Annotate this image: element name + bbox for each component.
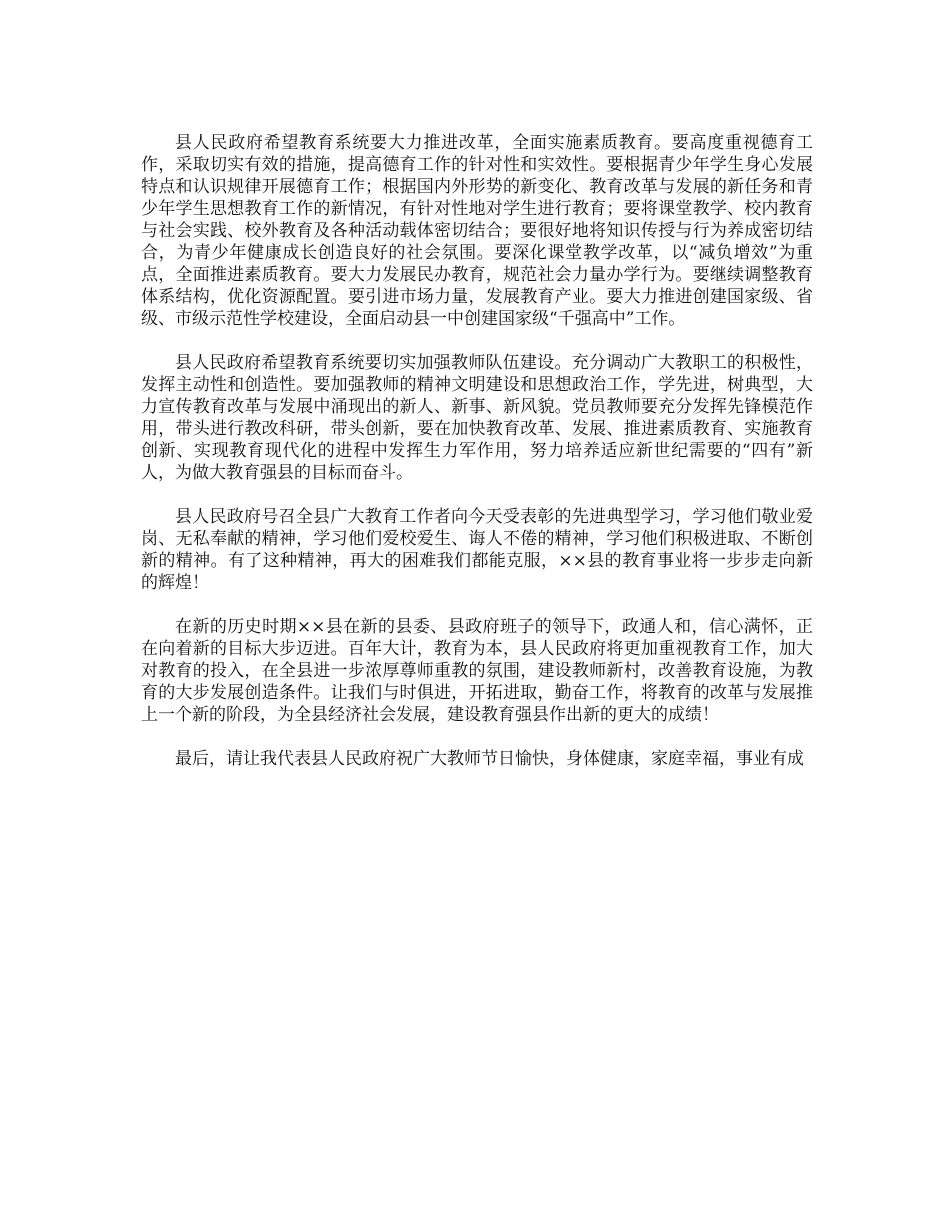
paragraph-call-to-learn: 县人民政府号召全县广大教育工作者向今天受表彰的先进典型学习，学习他们敬业爱岗、无私奉献的精神，学习他们爱校爱生、诲人不倦的精神，学习他们积极进取、不断创新的精神。有了这种精神，再大的困难我们都能克服，××县的教育事业将一步步走向新的辉煌！ [141,507,813,593]
paragraph-reform: 县人民政府希望教育系统要大力推进改革，全面实施素质教育。要高度重视德育工作，采取切实有效的措施，提高德育工作的针对性和实效性。要根据青少年学生身心发展特点和认识规律开展德育工作；根据国内外形势的新变化、教育改革与发展的新任务和青少年学生思想教育工作的新情况，有针对性地对学生进行教育；要将课堂教学、校内教育与社会实践、校外教育及各种活动载体密切结合；要很好地将知识传授与行为养成密切结合，为青少年健康成长创造良好的社会氛围。要深化课堂教学改革，以“减负增效”为重点，全面推进素质教育。要大力发展民办教育，规范社会力量办学行为。要继续调整教育体系结构，优化资源配置。要引进市场力量，发展教育产业。要大力推进创建国家级、省级、市级示范性学校建设，全面启动县一中创建国家级“千强高中”工作。 [141,133,813,329]
paragraph-teachers: 县人民政府希望教育系统要切实加强教师队伍建设。充分调动广大教职工的积极性，发挥主动性和创造性。要加强教师的精神文明建设和思想政治工作，学先进，树典型，大力宣传教育改革与发展中涌现出的新人、新事、新风貌。党员教师要充分发挥先锋模范作用，带头进行教改科研，带头创新，要在加快教育改革、发展、推进素质教育、实施教育创新、实现教育现代化的进程中发挥生力军作用，努力培养适应新世纪需要的“四有”新人，为做大教育强县的目标而奋斗。 [141,353,813,483]
paragraph-closing: 最后，请让我代表县人民政府祝广大教师节日愉快，身体健康，家庭幸福，事业有成 [175,749,804,769]
document-body [141,132,813,792]
paragraph-new-era: 在新的历史时期××县在新的县委、县政府班子的领导下，政通人和，信心满怀，正在向着新的目标大步迈进。百年大计，教育为本，县人民政府将更加重视教育工作，加大对教育的投入，在全县进一步浓厚尊师重教的氛围，建设教师新村，改善教育设施，为教育的大步发展创造条件。让我们与时俱进，开拓进取，勤奋工作，将教育的改革与发展推上一个新的阶段，为全县经济社会发展，建设教育强县作出新的更大的成绩！ [141,617,813,725]
